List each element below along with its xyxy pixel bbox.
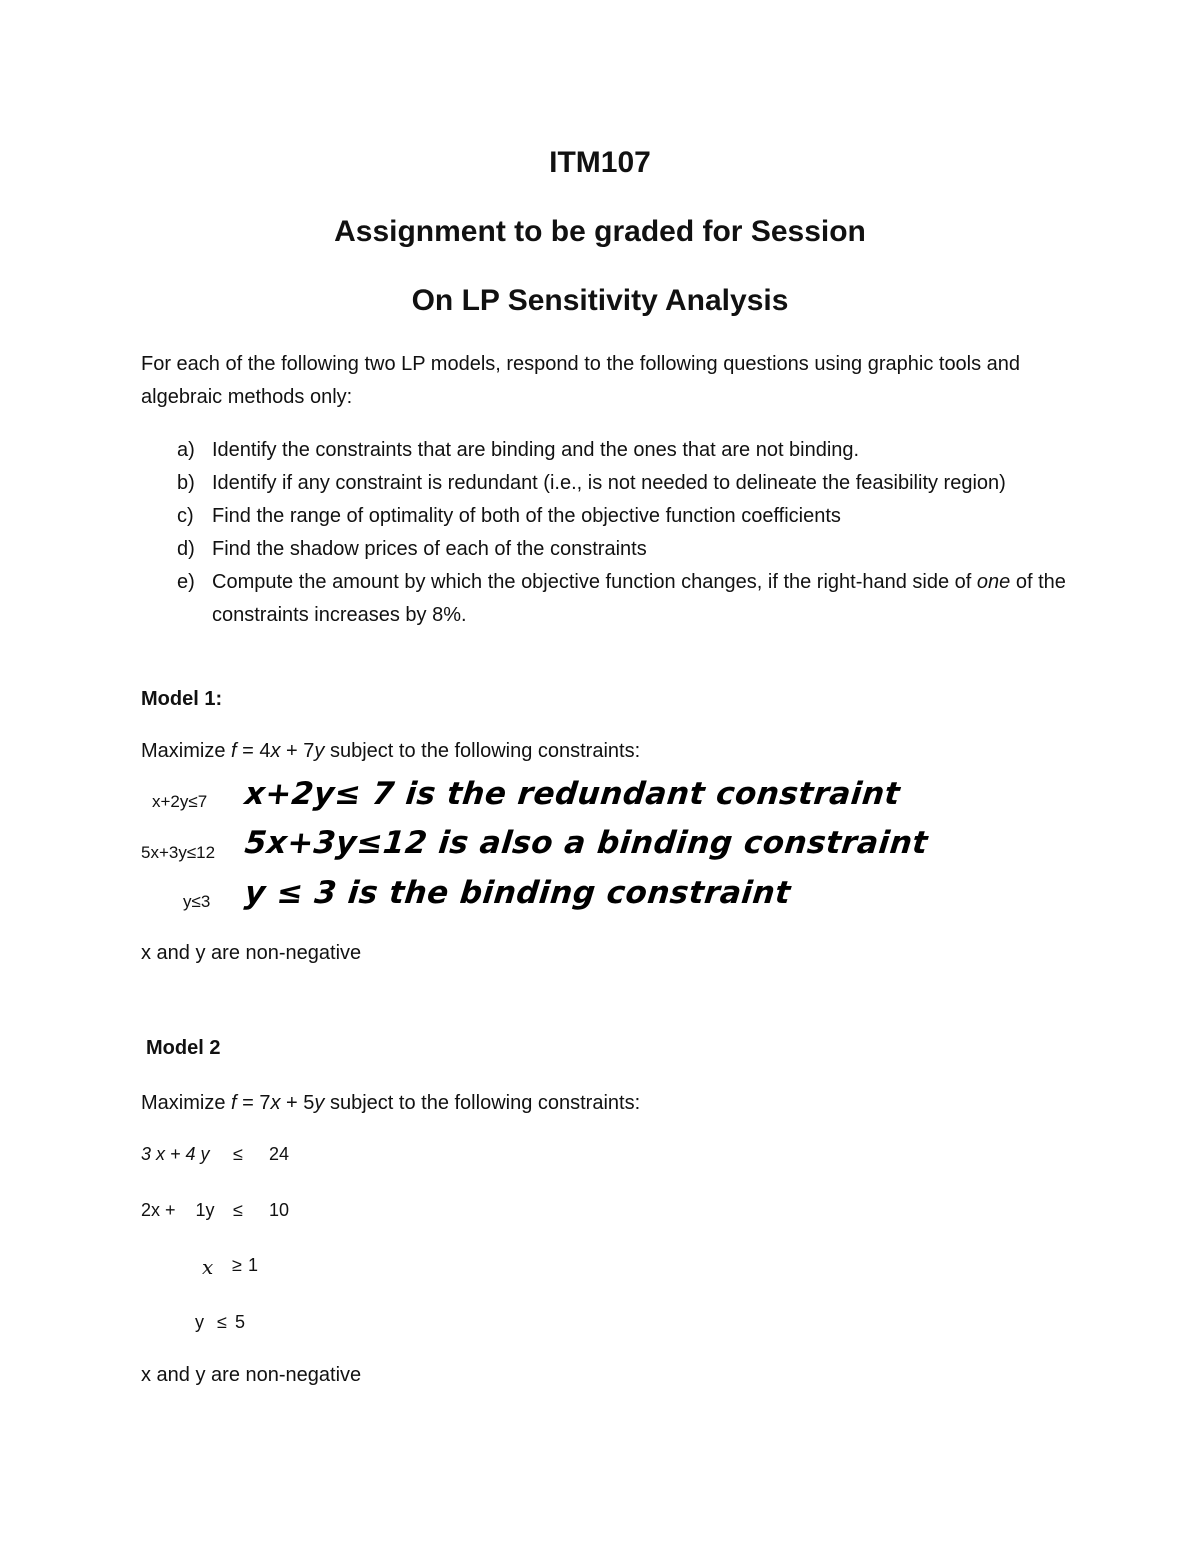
objective-suffix: subject to the following constraints: [324,1092,641,1114]
question-letter: c) [177,505,194,527]
objective-f: f [231,1092,237,1114]
constraint-lhs: x [202,1255,214,1279]
model2-constraint-1 [141,1144,290,1165]
question-text-emphasis: one [976,571,1011,593]
objective-plus: + 5 [280,1092,315,1114]
handwritten-note-3: y ≤ 3 is the binding constraint [243,875,793,911]
model2-heading: Model 2 [146,1037,221,1059]
objective-f: f [231,740,237,762]
model1-objective [141,735,640,768]
constraint-operator: ≤ [233,1200,243,1220]
constraint-rhs: 24 [269,1144,290,1164]
objective-x: x [270,1092,281,1114]
handwritten-note-2: 5x+3y≤12 is also a binding constraint [243,825,930,861]
assignment-subtitle: On LP Sensitivity Analysis [411,284,789,317]
model2-constraint-4 [195,1312,246,1333]
objective-suffix: subject to the following constraints: [324,740,641,762]
constraint-operator: ≤ [217,1312,227,1332]
objective-prefix: Maximize [141,1092,232,1114]
model1-heading: Model 1: [141,688,223,710]
question-text: Identify the constraints that are binding and the ones that are not binding. [212,439,860,461]
question-text-start: Compute the amount by which the objective function changes, if the right-hand side of [212,571,977,593]
question-text: Find the range of optimality of both of the objective function coefficients [212,505,841,527]
question-list [141,434,1071,632]
constraint-rhs: 1 [248,1255,259,1275]
instructions-paragraph: For each of the following two LP models, respond to the following questions using graphic tools and algebraic methods only: [141,353,1021,408]
handwritten-note-1: x+2y≤ 7 is the redundant constraint [243,776,902,812]
model1-nonnegativity: x and y are non-negative [141,942,362,964]
assignment-title: Assignment to be graded for Session [334,215,866,248]
question-item [141,467,1071,500]
question-text: Find the shadow prices of each of the constraints [212,538,647,560]
question-letter: b) [177,472,195,494]
constraint-lhs: y [195,1312,204,1332]
question-item [141,533,1071,566]
model2-nonnegativity: x and y are non-negative [141,1364,362,1386]
model1-constraint-2: 5x+3y≤12 [141,843,216,862]
model2-objective [141,1087,640,1120]
question-text: Identify if any constraint is redundant (i.e., is not needed to delineate the feasibility region) [212,472,1006,494]
objective-y: y [314,1092,325,1114]
question-letter: d) [177,538,195,560]
model2-constraint-2 [141,1200,290,1221]
course-code: ITM107 [549,146,651,179]
question-text-end: of the constraints increases by 8%. [212,571,1066,626]
constraint-operator: ≥ [232,1255,242,1275]
model1-constraint-1: x+2y≤7 [152,792,208,811]
question-item [141,500,1071,533]
objective-y: y [314,740,325,762]
question-letter: a) [177,439,195,461]
question-letter: e) [177,571,195,593]
question-item [141,434,1071,467]
constraint-lhs: 2x + 1y [141,1200,215,1220]
constraint-lhs: 3 x + 4 y [141,1144,210,1164]
constraint-rhs: 5 [235,1312,246,1332]
constraint-operator: ≤ [233,1144,243,1164]
constraint-rhs: 10 [269,1200,290,1220]
objective-prefix: Maximize [141,740,232,762]
objective-x: x [270,740,281,762]
objective-plus: + 7 [280,740,315,762]
model1-constraint-3: y≤3 [183,892,211,911]
question-item [141,566,1071,632]
objective-eq: = 4 [236,740,271,762]
objective-eq: = 7 [236,1092,271,1114]
model2-constraint-3 [202,1255,259,1279]
